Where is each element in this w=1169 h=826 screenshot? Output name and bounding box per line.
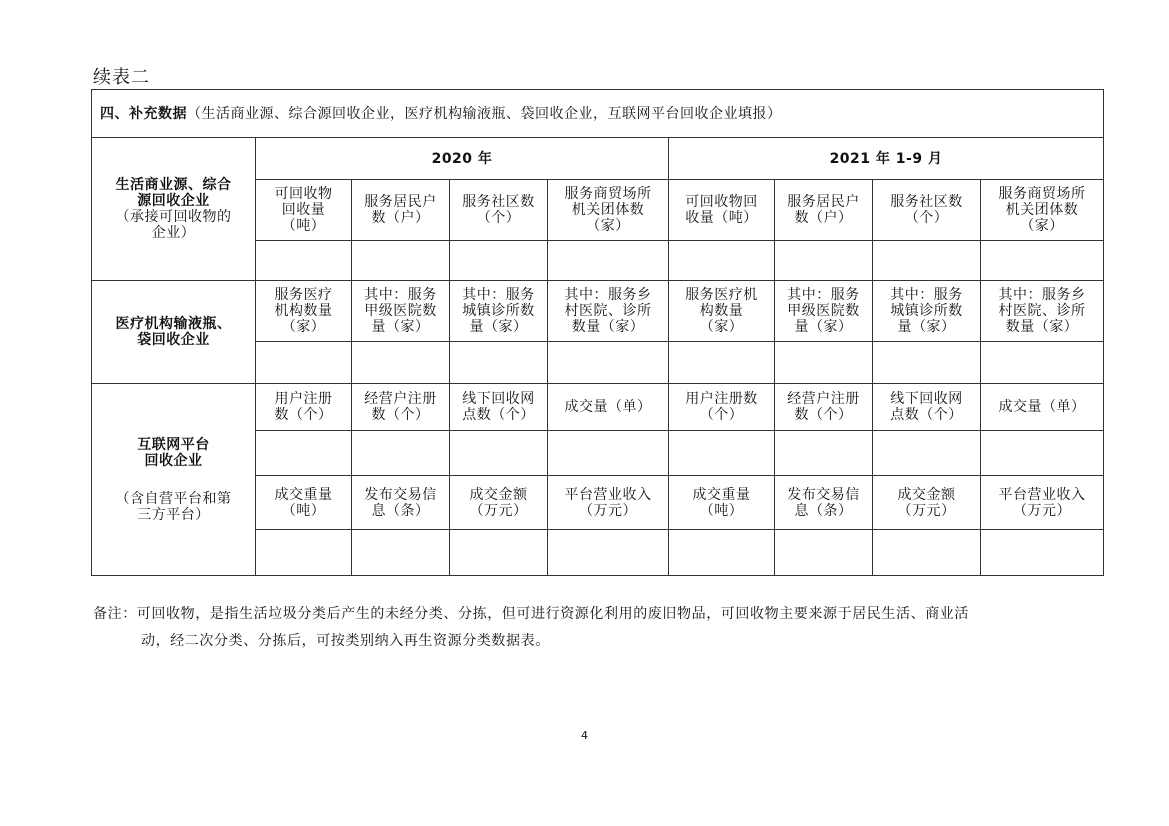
column-header-line: （个） bbox=[904, 210, 949, 226]
data-entry-cell[interactable] bbox=[256, 241, 352, 281]
data-entry-cell[interactable] bbox=[450, 342, 548, 384]
column-header bbox=[352, 180, 450, 241]
column-header-line: （个） bbox=[476, 210, 521, 226]
group-label-line: 回收企业 bbox=[144, 452, 203, 469]
column-header-line: 机构数量 bbox=[274, 303, 333, 319]
column-header bbox=[981, 281, 1104, 342]
column-header bbox=[775, 180, 873, 241]
data-entry-cell[interactable] bbox=[775, 241, 873, 281]
data-entry-cell[interactable] bbox=[548, 530, 669, 576]
column-header-line: 用户注册 bbox=[274, 391, 333, 407]
group-label-medical bbox=[92, 281, 256, 384]
column-header-line: 成交重量 bbox=[274, 486, 333, 503]
column-header-line: 线下回收网 bbox=[890, 391, 963, 407]
column-header-line: 成交量（单） bbox=[564, 399, 652, 415]
group-label-recycling bbox=[92, 138, 256, 281]
section-title-cell bbox=[92, 90, 1104, 138]
column-header-line: 可回收物回 bbox=[685, 194, 758, 210]
group-label-line: 源回收企业 bbox=[137, 193, 210, 209]
column-header-line: 甲级医院数 bbox=[364, 303, 437, 319]
column-header bbox=[548, 180, 669, 241]
column-header bbox=[548, 384, 669, 431]
column-header-line: 甲级医院数 bbox=[787, 303, 860, 319]
column-header bbox=[981, 384, 1104, 431]
column-header bbox=[775, 476, 873, 530]
data-entry-cell[interactable] bbox=[981, 342, 1104, 384]
data-entry-cell[interactable] bbox=[873, 241, 981, 281]
column-header-line: 村医院、诊所 bbox=[998, 303, 1086, 319]
column-header bbox=[450, 384, 548, 431]
column-header-line: 机关团体数 bbox=[571, 202, 645, 218]
column-header-line: 数（户） bbox=[371, 210, 430, 226]
column-header-line: （万元） bbox=[897, 502, 956, 519]
data-entry-cell[interactable] bbox=[450, 431, 548, 476]
column-header-line: 服务社区数 bbox=[890, 194, 963, 210]
data-entry-cell[interactable] bbox=[256, 342, 352, 384]
column-header-line: 量（家） bbox=[469, 319, 528, 335]
column-header-line: 其中：服务 bbox=[787, 287, 860, 303]
column-header bbox=[775, 384, 873, 431]
column-header bbox=[352, 281, 450, 342]
column-header-line: （吨） bbox=[281, 218, 326, 234]
group-label-line: 互联网平台 bbox=[137, 436, 210, 453]
column-header-line: 发布交易信 bbox=[364, 486, 437, 503]
year-2021-header: 2021 年 1-9 月 bbox=[669, 138, 1104, 180]
column-header-line: 服务商贸场所 bbox=[564, 186, 652, 202]
data-entry-cell[interactable] bbox=[775, 431, 873, 476]
data-entry-cell[interactable] bbox=[981, 241, 1104, 281]
column-header bbox=[981, 476, 1104, 530]
data-entry-cell[interactable] bbox=[548, 342, 669, 384]
data-entry-cell[interactable] bbox=[548, 431, 669, 476]
footnote bbox=[93, 601, 1103, 655]
column-header-line: 线下回收网 bbox=[462, 391, 535, 407]
data-entry-cell[interactable] bbox=[981, 431, 1104, 476]
column-header bbox=[669, 476, 775, 530]
column-header bbox=[873, 180, 981, 241]
column-header-line: 数量（家） bbox=[571, 319, 645, 335]
supplementary-data-table bbox=[91, 89, 1104, 576]
data-entry-cell[interactable] bbox=[450, 530, 548, 576]
column-header-line: 其中：服务乡 bbox=[998, 287, 1086, 303]
column-header-line: 服务医疗 bbox=[274, 287, 333, 303]
column-header bbox=[352, 384, 450, 431]
column-header bbox=[256, 281, 352, 342]
column-header-line: 点数（个） bbox=[462, 407, 535, 423]
column-header bbox=[669, 180, 775, 241]
data-entry-cell[interactable] bbox=[256, 431, 352, 476]
column-header-line: 成交金额 bbox=[469, 486, 528, 503]
column-header-line: 城镇诊所数 bbox=[462, 303, 535, 319]
column-header bbox=[873, 281, 981, 342]
column-header-line: 数（个） bbox=[274, 407, 333, 423]
column-header-line: 成交量（单） bbox=[998, 399, 1086, 415]
column-header-line: 其中：服务 bbox=[364, 287, 437, 303]
column-header-line: （万元） bbox=[579, 502, 637, 519]
data-entry-cell[interactable] bbox=[669, 530, 775, 576]
column-header-line: 数（户） bbox=[794, 210, 853, 226]
group-sublabel-line: （含自营平台和第 bbox=[115, 490, 232, 507]
column-header bbox=[669, 384, 775, 431]
column-header bbox=[548, 281, 669, 342]
column-header-line: 平台营业收入 bbox=[564, 486, 652, 503]
data-entry-cell[interactable] bbox=[352, 530, 450, 576]
column-header-line: 服务商贸场所 bbox=[998, 186, 1086, 202]
column-header-line: 成交金额 bbox=[897, 486, 956, 503]
column-header bbox=[548, 476, 669, 530]
column-header-line: 数量（家） bbox=[1005, 319, 1079, 335]
data-entry-cell[interactable] bbox=[775, 342, 873, 384]
column-header-line: （家） bbox=[281, 319, 326, 335]
column-header-line: 其中：服务 bbox=[890, 287, 963, 303]
data-entry-cell[interactable] bbox=[352, 241, 450, 281]
column-header-line: 回收量 bbox=[281, 202, 326, 218]
group-sublabel-line: 三方平台） bbox=[137, 506, 210, 523]
section-note: （生活商业源、综合源回收企业，医疗机构输液瓶、袋回收企业，互联网平台回收企业填报） bbox=[187, 105, 782, 122]
column-header-line: （家） bbox=[586, 218, 630, 234]
column-header-line: （万元） bbox=[1013, 502, 1072, 519]
group-label-internet bbox=[92, 384, 256, 576]
group-label-line: 生活商业源、综合 bbox=[115, 177, 232, 193]
column-header-line: （吨） bbox=[281, 502, 326, 519]
column-header-line: 数（个） bbox=[371, 407, 430, 423]
column-header bbox=[256, 180, 352, 241]
data-entry-cell[interactable] bbox=[669, 241, 775, 281]
footnote-line-2: 动，经二次分类、分拣后，可按类别纳入再生资源分类数据表。 bbox=[141, 633, 550, 649]
column-header bbox=[775, 281, 873, 342]
column-header-line: （个） bbox=[699, 407, 744, 423]
year-2020-header: 2020 年 bbox=[256, 138, 669, 180]
column-header-line: （家） bbox=[699, 319, 744, 335]
column-header-line: 量（家） bbox=[897, 319, 956, 335]
group-sublabel-line: 企业） bbox=[151, 225, 196, 241]
data-entry-cell[interactable] bbox=[873, 431, 981, 476]
column-header-line: 数（个） bbox=[794, 407, 853, 423]
data-entry-cell[interactable] bbox=[873, 530, 981, 576]
column-header bbox=[256, 384, 352, 431]
column-header-line: 点数（个） bbox=[890, 407, 963, 423]
column-header-line: （万元） bbox=[469, 502, 528, 519]
column-header-line: 服务社区数 bbox=[462, 194, 535, 210]
column-header-line: （家） bbox=[1020, 218, 1064, 234]
column-header bbox=[352, 476, 450, 530]
column-header-line: 平台营业收入 bbox=[998, 486, 1086, 503]
column-header-line: 村医院、诊所 bbox=[564, 303, 652, 319]
column-header-line: 量（家） bbox=[371, 319, 430, 335]
column-header-line: 息（条） bbox=[794, 502, 853, 519]
column-header bbox=[669, 281, 775, 342]
column-header-line: 发布交易信 bbox=[787, 486, 860, 503]
data-entry-cell[interactable] bbox=[981, 530, 1104, 576]
column-header-line: 其中：服务 bbox=[462, 287, 535, 303]
group-sublabel-line: （承接可回收物的 bbox=[115, 209, 232, 225]
spacer bbox=[92, 469, 255, 491]
data-entry-cell[interactable] bbox=[352, 342, 450, 384]
column-header bbox=[981, 180, 1104, 241]
column-header-line: 息（条） bbox=[371, 502, 430, 519]
column-header-line: 成交重量 bbox=[692, 486, 751, 503]
column-header-line: 服务医疗机 bbox=[685, 287, 758, 303]
column-header-line: 经营户注册 bbox=[364, 391, 437, 407]
data-entry-cell[interactable] bbox=[873, 342, 981, 384]
column-header-line: 构数量 bbox=[699, 303, 744, 319]
column-header bbox=[450, 281, 548, 342]
column-header bbox=[256, 476, 352, 530]
section-title: 四、补充数据 bbox=[100, 105, 187, 122]
data-entry-cell[interactable] bbox=[775, 530, 873, 576]
data-entry-cell[interactable] bbox=[548, 241, 669, 281]
column-header-line: 城镇诊所数 bbox=[890, 303, 963, 319]
data-entry-cell[interactable] bbox=[669, 431, 775, 476]
column-header bbox=[450, 476, 548, 530]
column-header-line: 经营户注册 bbox=[787, 391, 860, 407]
column-header bbox=[873, 384, 981, 431]
column-header bbox=[873, 476, 981, 530]
data-entry-cell[interactable] bbox=[256, 530, 352, 576]
table-caption: 续表二 bbox=[93, 67, 150, 88]
group-label-line: 袋回收企业 bbox=[137, 332, 210, 348]
column-header-line: 收量（吨） bbox=[685, 210, 758, 226]
page-number: 4 bbox=[581, 729, 588, 742]
column-header-line: 量（家） bbox=[794, 319, 853, 335]
column-header-line: 服务居民户 bbox=[787, 194, 860, 210]
data-entry-cell[interactable] bbox=[352, 431, 450, 476]
data-entry-cell[interactable] bbox=[669, 342, 775, 384]
column-header-line: 可回收物 bbox=[274, 186, 333, 202]
column-header-line: （吨） bbox=[699, 502, 744, 519]
column-header-line: 其中：服务乡 bbox=[564, 287, 652, 303]
group-label-line: 医疗机构输液瓶、 bbox=[115, 316, 232, 332]
column-header-line: 服务居民户 bbox=[364, 194, 437, 210]
column-header bbox=[450, 180, 548, 241]
footnote-line-1: 备注：可回收物，是指生活垃圾分类后产生的未经分类、分拣，但可进行资源化利用的废旧物品，可回收物主要来源于居民生活、商业活 bbox=[93, 606, 969, 622]
column-header-line: 机关团体数 bbox=[1005, 202, 1079, 218]
column-header-line: 用户注册数 bbox=[685, 391, 758, 407]
data-entry-cell[interactable] bbox=[450, 241, 548, 281]
